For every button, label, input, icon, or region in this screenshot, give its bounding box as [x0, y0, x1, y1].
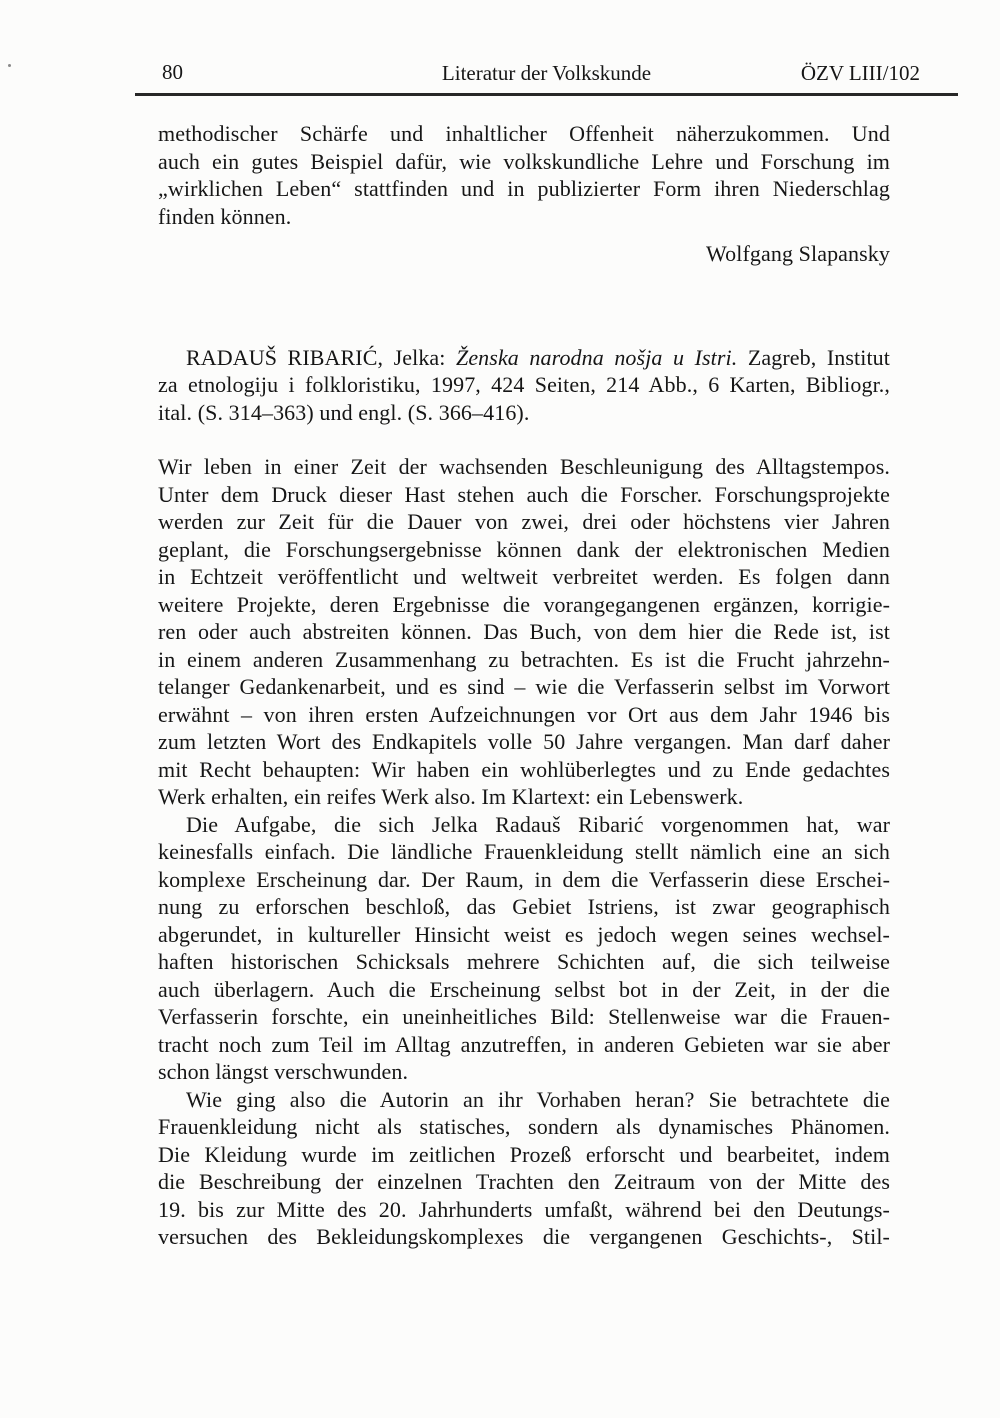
text-line: telanger Gedankenarbeit, und es sind – wie die Verfasserin selbst im Vorwort: [158, 674, 890, 699]
review-text: [158, 453, 890, 1251]
text-line: versuchen des Bekleidungskomplexes die vergangenen Geschichts-, Stil-: [158, 1224, 890, 1249]
text-line: Verfasserin forschte, ein uneinheitliches Bild: Stellenweise war die Frauen-: [158, 1004, 890, 1029]
text-line: auch überlagern. Auch die Erscheinung selbst bot in der Zeit, in der die: [158, 976, 890, 1002]
text-line: auch ein gutes Beispiel dafür, wie volkskundliche Lehre und Forschung im: [158, 148, 890, 174]
text-line: Die Kleidung wurde im zeitlichen Prozeß erforscht und bearbeitet, indem: [158, 1141, 890, 1167]
text-line: erwähnt – von ihren ersten Aufzeichnungen vor Ort aus dem Jahr 1946 bis: [158, 701, 890, 727]
issue-label: ÖZV LIII/102: [800, 61, 920, 85]
text-line: haften historischen Schicksals mehrere Schichten auf, die sich teilweise: [158, 949, 890, 974]
text-line: Wie ging also die Autorin an ihr Vorhaben heran? Sie betrachtete die: [186, 1086, 890, 1112]
text-line: in Echtzeit veröffentlicht und weltweit verbreitet werden. Es folgen dann: [158, 564, 890, 589]
page-body: [158, 120, 890, 1251]
citation-book-title: Ženska narodna nošja u Istri.: [455, 344, 738, 370]
text-line: Werk erhalten, ein reifes Werk also. Im Klartext: ein Lebenswerk.: [158, 784, 744, 809]
running-title: Literatur der Volkskunde: [441, 61, 652, 85]
text-line: nung zu erforschen beschloß, das Gebiet Istriens, ist zwar geographisch: [158, 894, 890, 919]
text-line: keinesfalls einfach. Die ländliche Frauenkleidung stellt nämlich eine an sich: [158, 839, 890, 864]
text-line: Frauenkleidung nicht als statisches, sondern als dynamisches Phänomen.: [158, 1114, 890, 1139]
reviewer-signature: Wolfgang Slapansky: [706, 241, 890, 266]
citation-line: [158, 344, 890, 372]
text-line: werden zur Zeit für die Dauer von zwei, drei oder höchstens vier Jahren: [158, 509, 890, 534]
text-line: tracht noch zum Teil im Alltag anzutreffen, in anderen Gebieten war sie aber: [158, 1031, 890, 1057]
text-line: ren oder auch abstreiten können. Das Buch, von dem hier die Rede ist, ist: [158, 619, 890, 644]
text-line: zum letzten Wort des Endkapitels volle 50 Jahre vergangen. Man darf daher: [158, 729, 890, 754]
citation-line: ital. (S. 314–363) und engl. (S. 366–416).: [158, 399, 530, 425]
text-line: schon längst verschwunden.: [158, 1059, 409, 1084]
text-line: mit Recht behaupten: Wir haben ein wohlüberlegtes und zu Ende gedachtes: [158, 756, 890, 782]
text-line: „wirklichen Leben“ stattfinden und in publizierter Form ihren Niederschlag: [158, 176, 890, 201]
text-line: 19. bis zur Mitte des 20. Jahrhunderts umfaßt, während bei den Deutungs-: [158, 1196, 890, 1222]
previous-review-conclusion: [158, 120, 890, 268]
text-line: Unter dem Druck dieser Hast stehen auch die Forscher. Forschungsprojekte: [158, 481, 890, 507]
text-line: finden können.: [158, 203, 292, 229]
scan-artifact: [8, 64, 11, 67]
citation-author: RADAUŠ RIBARIĆ, Jelka:: [186, 344, 456, 370]
text-line: abgerundet, in kultureller Hinsicht weist es jedoch wegen seines wechsel-: [158, 921, 890, 947]
text-line: Wir leben in einer Zeit der wachsenden Beschleunigung des Alltagstempos.: [158, 454, 890, 479]
text-line: die Beschreibung der einzelnen Trachten den Zeitraum von der Mitte des: [158, 1169, 890, 1194]
text-line: weitere Projekte, deren Ergebnisse die vorangegangenen ergänzen, korrigie-: [158, 591, 890, 617]
text-line: geplant, die Forschungsergebnisse können dank der elektronischen Medien: [158, 536, 890, 562]
citation-line: za etnologiju i folkloristiku, 1997, 424 Seiten, 214 Abb., 6 Karten, Bibliogr.,: [158, 372, 890, 397]
header-rule: [135, 93, 958, 96]
book-citation: [158, 344, 890, 427]
text-line: Die Aufgabe, die sich Jelka Radauš Ribarić vorgenommen hat, war: [186, 811, 890, 837]
text-line: komplexe Erscheinung dar. Der Raum, in dem die Verfasserin diese Erschei-: [158, 866, 890, 892]
text-line: methodischer Schärfe und inhaltlicher Offenheit näherzukommen. Und: [158, 121, 890, 146]
text-line: in einem anderen Zusammenhang zu betrachten. Es ist die Frucht jahrzehn-: [158, 646, 890, 672]
citation-publisher: Zagreb, Institut: [737, 344, 890, 370]
page-number: 80: [162, 60, 183, 84]
